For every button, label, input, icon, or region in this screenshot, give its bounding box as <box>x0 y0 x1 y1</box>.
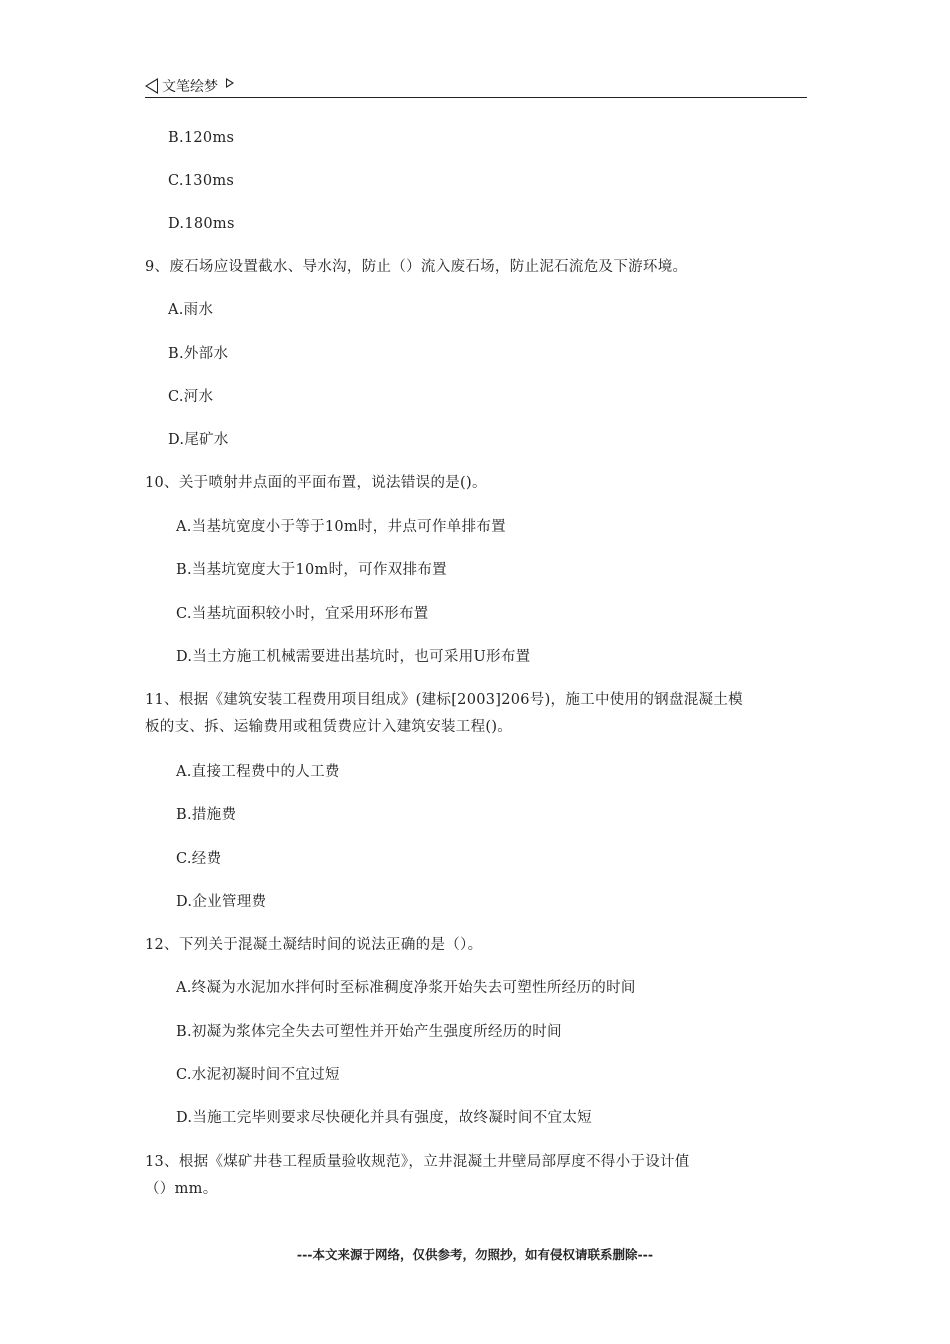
q8-option-c: C.130ms <box>168 173 235 189</box>
q9-option-b: B.外部水 <box>168 346 229 362</box>
left-triangle-icon <box>145 78 158 94</box>
q9-option-a: A.雨水 <box>168 302 214 318</box>
question-11-line-1: 11、根据《建筑安装工程费用项目组成》(建标[2003]206号)，施工中使用的钢盘混凝土模 <box>145 692 743 708</box>
q10-option-b: B.当基坑宽度大于10m时，可作双排布置 <box>176 562 447 578</box>
right-triangle-icon <box>226 78 234 88</box>
q9-option-d: D.尾矿水 <box>168 432 229 448</box>
q11-option-b: B.措施费 <box>176 807 237 823</box>
q8-option-b: B.120ms <box>168 130 235 146</box>
page-header <box>145 72 807 98</box>
q11-option-d: D.企业管理费 <box>176 894 267 910</box>
question-13-line-1: 13、根据《煤矿井巷工程质量验收规范》，立井混凝土井壁局部厚度不得小于设计值 <box>145 1154 690 1170</box>
q12-option-d: D.当施工完毕则要求尽快硬化并具有强度，故终凝时间不宜太短 <box>176 1110 592 1126</box>
q12-option-b: B.初凝为浆体完全失去可塑性并开始产生强度所经历的时间 <box>176 1024 562 1040</box>
question-9: 9、废石场应设置截水、导水沟，防止（）流入废石场，防止泥石流危及下游环境。 <box>145 259 688 275</box>
question-12: 12、下列关于混凝土凝结时间的说法正确的是（）。 <box>145 937 483 953</box>
header-rule <box>145 97 807 98</box>
question-13-line-2: （）mm。 <box>145 1181 218 1197</box>
q8-option-d: D.180ms <box>168 216 235 232</box>
question-10: 10、关于喷射井点面的平面布置，说法错误的是()。 <box>145 475 487 491</box>
question-11-line-2: 板的支、拆、运输费用或租赁费应计入建筑安装工程()。 <box>145 719 513 735</box>
q10-option-c: C.当基坑面积较小时，宜采用环形布置 <box>176 606 429 622</box>
q9-option-c: C.河水 <box>168 389 214 405</box>
q12-option-c: C.水泥初凝时间不宜过短 <box>176 1067 340 1083</box>
q11-option-a: A.直接工程费中的人工费 <box>176 764 340 780</box>
q10-option-d: D.当土方施工机械需要进出基坑时，也可采用U形布置 <box>176 649 531 665</box>
header-brand <box>145 76 234 96</box>
q11-option-c: C.经费 <box>176 851 222 867</box>
footer-disclaimer: ---本文来源于网络，仅供参考，勿照抄，如有侵权请联系删除--- <box>296 1247 654 1262</box>
q10-option-a: A.当基坑宽度小于等于10m时，井点可作单排布置 <box>176 519 506 535</box>
brand-text: 文笔绘梦 <box>162 79 218 95</box>
q12-option-a: A.终凝为水泥加水拌何时至标准稠度净浆开始失去可塑性所经历的时间 <box>176 980 636 996</box>
